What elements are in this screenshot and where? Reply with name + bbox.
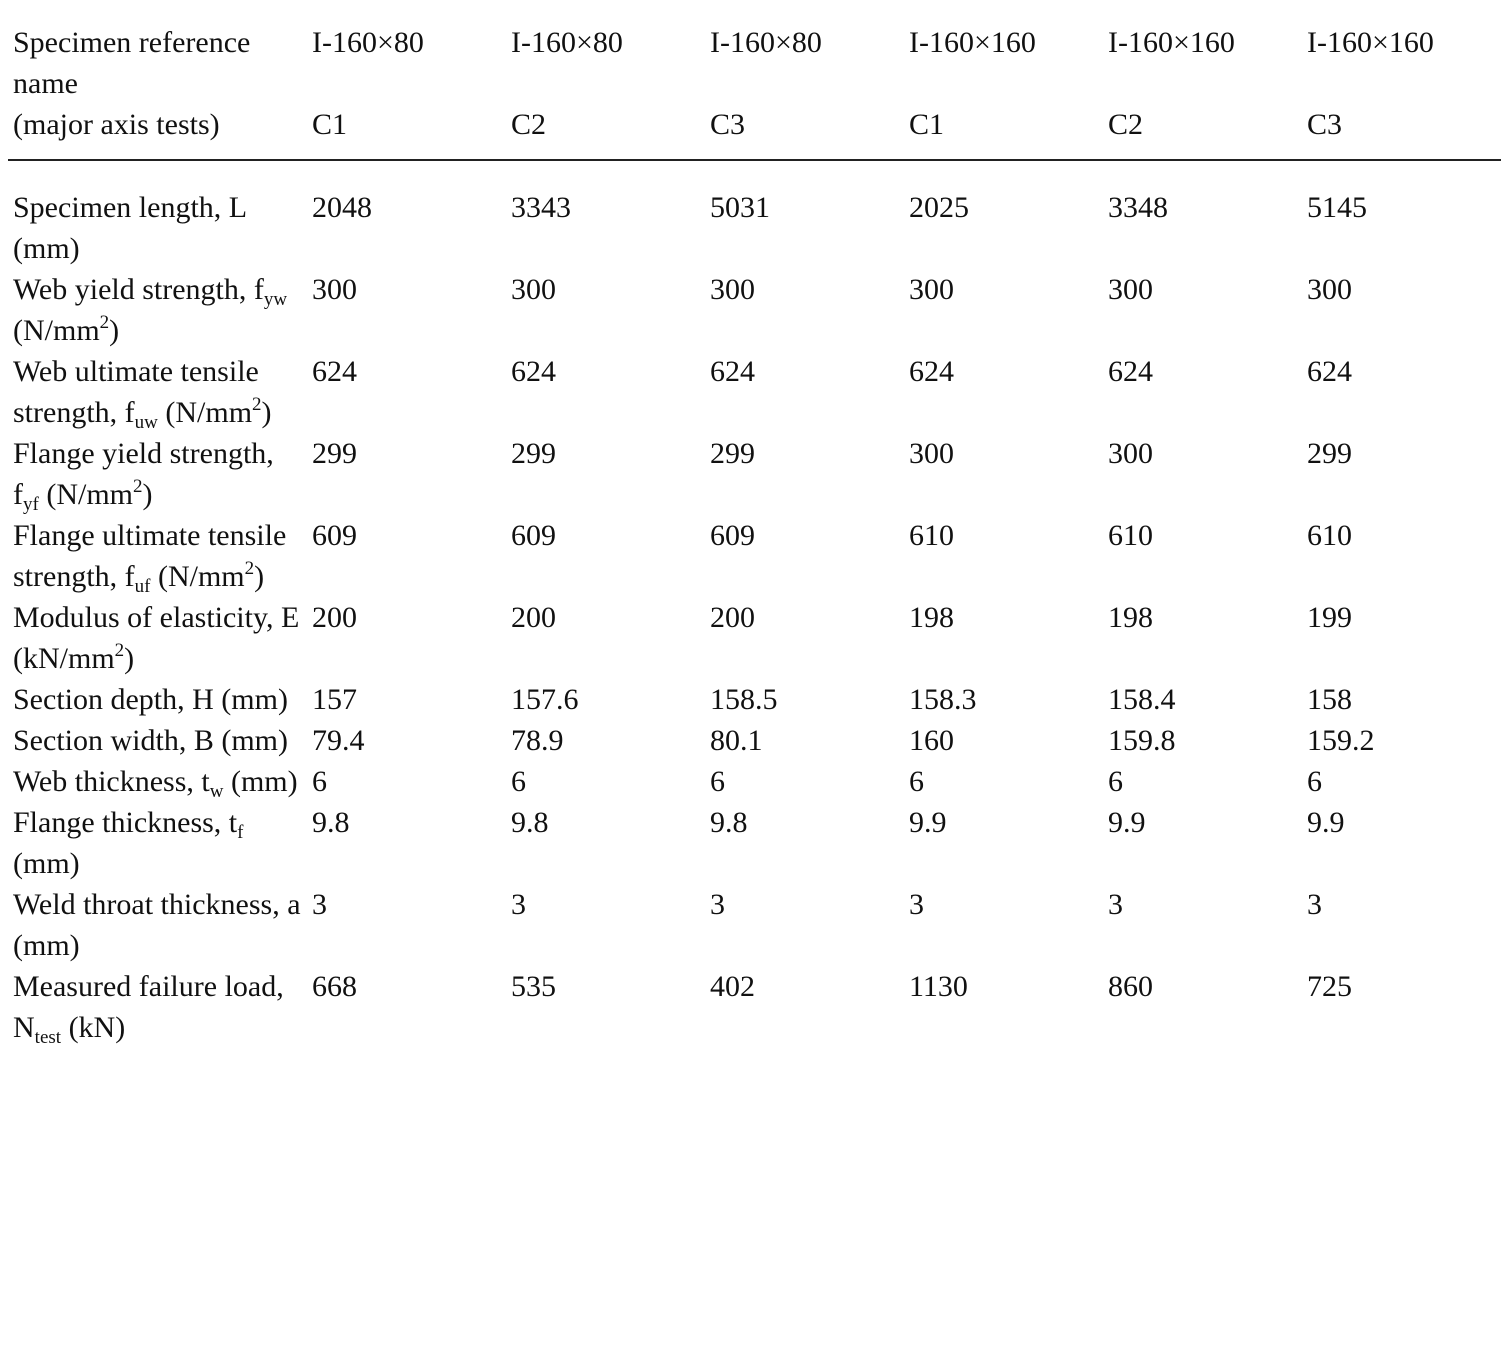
header-col-2 [506, 22, 705, 145]
row-value: 610 [909, 519, 954, 552]
row-value: 3 [312, 888, 327, 921]
row-label [8, 966, 307, 1048]
row-value: 158.5 [710, 683, 778, 716]
row-label-sup: 2 [114, 640, 125, 661]
row-value: 198 [1108, 601, 1153, 634]
row-value: 299 [312, 437, 357, 470]
row-label [8, 433, 307, 515]
row-label-pre: Flange ultimate tensile strength, f [13, 519, 287, 593]
row-value: 158 [1307, 683, 1352, 716]
row-label-sup: 2 [99, 312, 110, 333]
row-value: 78.9 [511, 724, 564, 757]
row-label-post: (kN) [61, 1011, 126, 1044]
row-value: 157.6 [511, 683, 579, 716]
row-value: 300 [511, 273, 556, 306]
table-row [8, 802, 1501, 884]
row-label [8, 269, 307, 351]
row-label-sub: yf [23, 494, 39, 515]
row-label-post: (mm) [13, 847, 80, 880]
row-value: 3343 [511, 191, 571, 224]
row-value: 299 [710, 437, 755, 470]
row-label-tail: ) [124, 642, 135, 675]
table-row [8, 884, 1501, 966]
row-value: 300 [1307, 273, 1352, 306]
row-value: 3 [1307, 888, 1322, 921]
table-row [8, 597, 1501, 679]
table-row [8, 966, 1501, 1048]
row-value: 2025 [909, 191, 969, 224]
row-value: 6 [710, 765, 725, 798]
row-value: 6 [312, 765, 327, 798]
table-row [8, 761, 1501, 802]
header-col-top: I-160×160 [1307, 26, 1434, 59]
header-rule [8, 145, 1501, 160]
header-col-top: I-160×80 [710, 26, 822, 59]
row-value: 624 [511, 355, 556, 388]
row-value: 158.4 [1108, 683, 1176, 716]
row-value: 624 [909, 355, 954, 388]
specimen-table [8, 22, 1501, 1048]
row-label-sup: 2 [133, 476, 143, 497]
row-value: 300 [1108, 273, 1153, 306]
row-label [8, 720, 307, 761]
row-value: 80.1 [710, 724, 763, 757]
row-value: 9.9 [1307, 806, 1345, 839]
table-row [8, 433, 1501, 515]
header-col-top: I-160×80 [312, 26, 424, 59]
header-col-bottom: C2 [1108, 108, 1144, 141]
table-row [8, 720, 1501, 761]
row-label [8, 884, 307, 966]
header-col-1 [307, 22, 506, 145]
row-value: 6 [1108, 765, 1123, 798]
row-value: 300 [1108, 437, 1153, 470]
row-label [8, 679, 307, 720]
row-label [8, 351, 307, 433]
row-value: 6 [511, 765, 526, 798]
row-label-post: (N/mm [157, 396, 253, 429]
row-label-post: (N/mm [150, 560, 245, 593]
row-value: 299 [511, 437, 556, 470]
row-value: 200 [312, 601, 357, 634]
row-label-sub: uw [134, 412, 158, 433]
row-label-pre: Weld throat thickness, a (mm) [13, 888, 301, 962]
header-label-line-3: (major axis tests) [13, 108, 220, 141]
row-value: 535 [511, 970, 556, 1003]
row-value: 300 [909, 273, 954, 306]
row-value: 624 [710, 355, 755, 388]
row-value: 860 [1108, 970, 1153, 1003]
header-label-cell [8, 22, 307, 145]
row-value: 402 [710, 970, 755, 1003]
header-col-bottom: C1 [312, 108, 348, 141]
row-value: 609 [312, 519, 357, 552]
row-label-pre: Section depth, H (mm) [13, 683, 288, 716]
row-value: 159.8 [1108, 724, 1176, 757]
row-label-pre: Specimen length, L (mm) [13, 191, 246, 265]
row-value: 6 [1307, 765, 1322, 798]
row-label-post: (N/mm [38, 478, 133, 511]
row-value: 300 [909, 437, 954, 470]
row-value: 725 [1307, 970, 1352, 1003]
table-row [8, 679, 1501, 720]
row-value: 200 [511, 601, 556, 634]
row-value: 158.3 [909, 683, 977, 716]
table-row [8, 515, 1501, 597]
row-value: 610 [1307, 519, 1352, 552]
row-value: 624 [1307, 355, 1352, 388]
row-label-pre: Measured failure load, N [13, 970, 284, 1044]
row-value: 160 [909, 724, 954, 757]
row-value: 3348 [1108, 191, 1168, 224]
row-label-pre: Web thickness, t [13, 765, 210, 798]
row-value: 9.8 [312, 806, 350, 839]
row-value: 9.8 [511, 806, 549, 839]
table-row [8, 351, 1501, 433]
row-label-sub: w [209, 781, 224, 802]
row-value: 624 [1108, 355, 1153, 388]
row-label-sub: uf [134, 576, 151, 597]
row-label [8, 802, 307, 884]
table-row [8, 269, 1501, 351]
header-col-6 [1302, 22, 1501, 145]
row-value: 300 [710, 273, 755, 306]
row-label-sup: 2 [244, 558, 255, 579]
row-label-sub: test [34, 1027, 62, 1048]
row-label-sub: yw [263, 289, 288, 310]
row-value: 609 [511, 519, 556, 552]
header-col-top: I-160×160 [1108, 26, 1235, 59]
row-label [8, 515, 307, 597]
row-value: 9.9 [909, 806, 947, 839]
row-value: 2048 [312, 191, 372, 224]
row-value: 157 [312, 683, 357, 716]
header-row [8, 22, 1501, 145]
row-label-pre: Web yield strength, f [13, 273, 264, 306]
header-col-4 [904, 22, 1103, 145]
row-value: 5145 [1307, 191, 1367, 224]
row-value: 3 [909, 888, 924, 921]
row-label-sup: 2 [252, 394, 262, 415]
row-value: 79.4 [312, 724, 365, 757]
row-value: 299 [1307, 437, 1352, 470]
row-label-tail: ) [261, 396, 272, 429]
row-value: 200 [710, 601, 755, 634]
header-label-line-1: Specimen reference [13, 26, 251, 59]
header-col-top: I-160×80 [511, 26, 623, 59]
table-row [8, 187, 1501, 269]
row-value: 668 [312, 970, 357, 1003]
header-col-3 [705, 22, 904, 145]
row-label-pre: Web ultimate tensile strength, f [13, 355, 259, 429]
row-value: 1130 [909, 970, 968, 1003]
row-value: 3 [511, 888, 526, 921]
row-label-tail: ) [254, 560, 265, 593]
header-col-bottom: C2 [511, 108, 547, 141]
row-value: 9.9 [1108, 806, 1146, 839]
header-label-line-2: name [13, 67, 78, 100]
row-label-pre: Flange yield strength, f [13, 437, 274, 511]
row-label [8, 597, 307, 679]
row-value: 300 [312, 273, 357, 306]
header-col-bottom: C3 [1307, 108, 1343, 141]
table-body [8, 160, 1501, 1048]
row-value: 610 [1108, 519, 1153, 552]
header-col-top: I-160×160 [909, 26, 1036, 59]
row-label-sub: f [237, 822, 244, 843]
row-label-tail: ) [142, 478, 153, 511]
row-value: 199 [1307, 601, 1352, 634]
row-label-pre: Section width, B (mm) [13, 724, 288, 757]
row-label-post: (mm) [223, 765, 298, 798]
row-value: 624 [312, 355, 357, 388]
row-value: 3 [710, 888, 725, 921]
row-value: 5031 [710, 191, 770, 224]
table-header [8, 22, 1501, 160]
row-value: 609 [710, 519, 755, 552]
row-label [8, 761, 307, 802]
row-value: 198 [909, 601, 954, 634]
header-col-5 [1103, 22, 1302, 145]
row-value: 6 [909, 765, 924, 798]
row-label-tail: ) [109, 314, 120, 347]
header-col-bottom: C1 [909, 108, 945, 141]
row-label [8, 187, 307, 269]
row-value: 9.8 [710, 806, 748, 839]
row-value: 3 [1108, 888, 1123, 921]
row-value: 159.2 [1307, 724, 1375, 757]
header-col-bottom: C3 [710, 108, 746, 141]
row-label-pre: Modulus of elasticity, E (kN/mm [13, 601, 300, 675]
row-label-post: (N/mm [13, 314, 100, 347]
row-label-pre: Flange thickness, t [13, 806, 238, 839]
